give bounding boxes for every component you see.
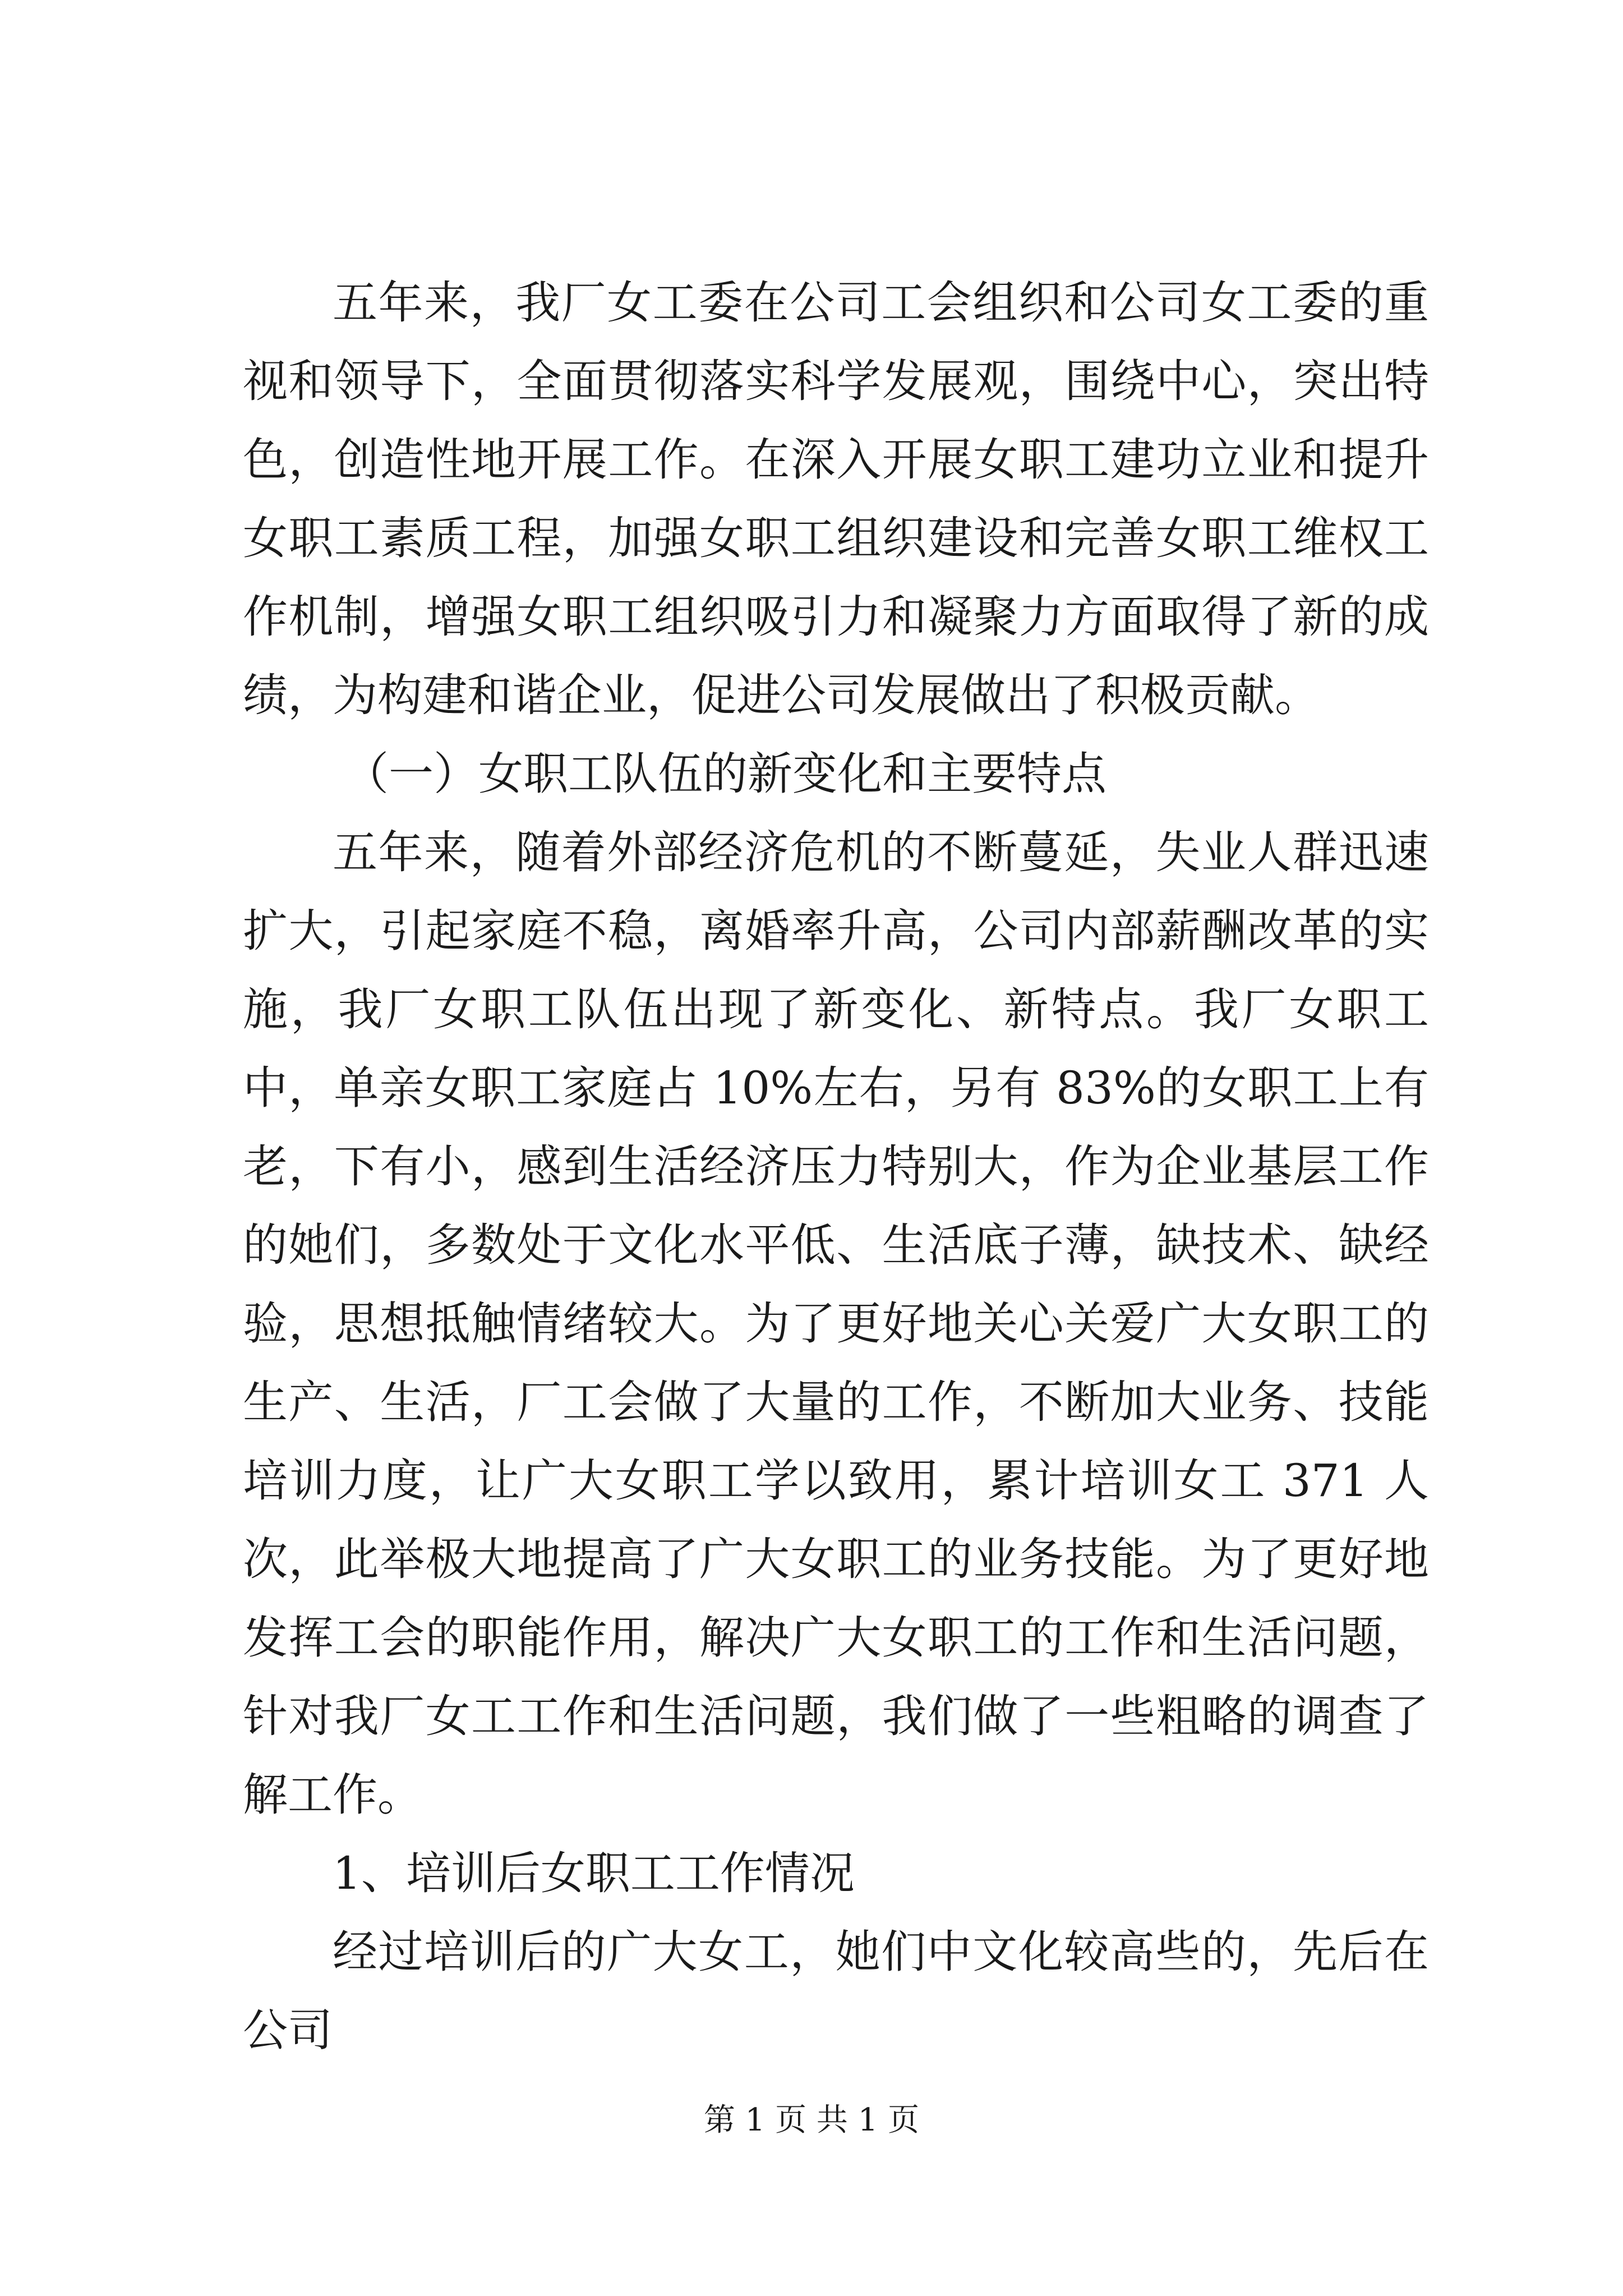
document-body xyxy=(243,264,1429,2070)
paragraph-changes: 五年来，随着外部经济危机的不断蔓延，失业人群迅速扩大，引起家庭不稳，离婚率升高，公司内部薪酬改革的实施，我厂女职工队伍出现了新变化、新特点。我厂女职工中，单亲女职工家庭占 10%左右，另有 83%的女职工上有老，下有小，感到生活经济压力特别大，作为企业基层工作的她们，多数处于文化水平低、生活底子薄，缺技术、缺经验，思想抵触情绪较大。为了更好地关心关爱广大女职工的生产、生活，厂工会做了大量的工作，不断加大业务、技能培训力度，让广大女职工学以致用，累计培训女工 371 人次，此举极大地提高了广大女职工的业务技能。为了更好地发挥工会的职能作用，解决广大女职工的工作和生活问题，针对我厂女工工作和生活问题，我们做了一些粗略的调查了解工作。 xyxy=(243,826,1429,1821)
section-heading-changes: （一）女职工队伍的新变化和主要特点 xyxy=(344,748,1106,800)
paragraph-training: 经过培训后的广大女工，她们中文化较高些的，先后在公司 xyxy=(243,1926,1429,2056)
paragraph-intro: 五年来，我厂女工委在公司工会组织和公司女工委的重视和领导下，全面贯彻落实科学发展观，围绕中心，突出特色，创造性地开展工作。在深入开展女职工建功立业和提升女职工素质工程，加强女职工组织建设和完善女职工维权工作机制，增强女职工组织吸引力和凝聚力方面取得了新的成绩，为构建和谐企业，促进公司发展做出了积极贡献。 xyxy=(243,277,1429,721)
subsection-heading-training: 1、培训后女职工工作情况 xyxy=(333,1847,855,1899)
page-footer: 第 1 页 共 1 页 xyxy=(703,2102,920,2138)
